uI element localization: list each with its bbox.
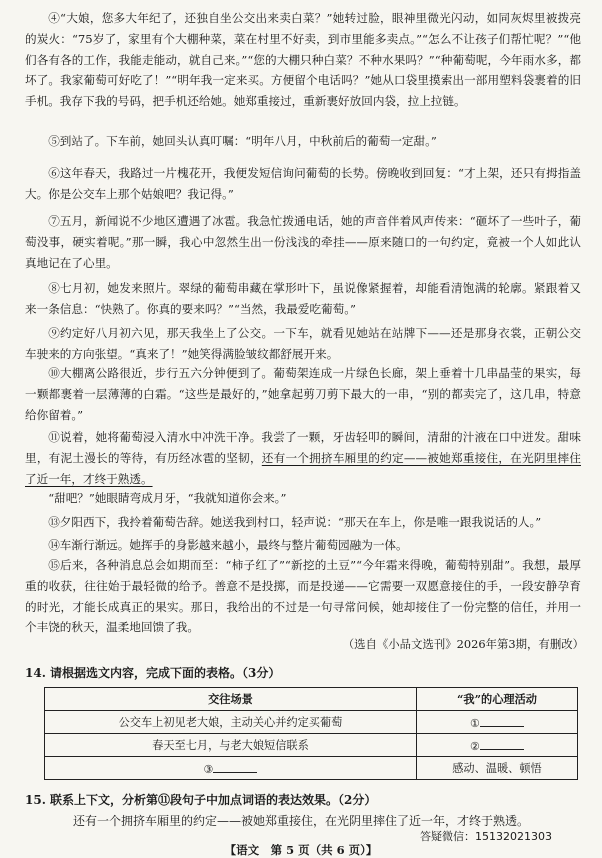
blank-line <box>480 737 524 750</box>
blank-line <box>213 760 257 773</box>
paragraph-10: ⑩大棚离公路很近，步行五六分钟便到了。葡萄架连成一片绿色长廊，架上垂着十几串晶莹的果实，每一颗都裹着一层薄薄的白霜。“这些是最好的，”她拿起剪刀剪下最大的一串，“别的都卖完了，这几串，特意给你留着。” <box>25 366 581 422</box>
paragraph-11 <box>25 427 581 489</box>
table-row <box>45 734 578 757</box>
answer-blank-3[interactable] <box>45 757 417 780</box>
table-row <box>45 711 578 734</box>
paragraph-12: “甜吧？”她眼睛弯成月牙，“我就知道你会来。” <box>48 491 287 505</box>
paragraph-4: ④“大娘，您多大年纪了，还独自坐公交出来卖白菜？”她转过脸，眼神里微光闪动，如同灰烬里被拨亮的炭火：“75岁了，家里有个大棚种菜，菜在村里不好卖，到市里能多卖点。”“怎么不让孩子们帮忙呢？”“他们各有各的工作，我能走能动，就自己来。”“您的大棚只种白菜？不种水果吗？”“种葡萄呢，今年雨水多，都坏了。我家葡萄可好吃了！”“明年我一定来买。方便留个电话吗？”她从口袋里摸索出一部用塑料袋裹着的旧手机。我存下我的号码，把手机还给她。她郑重接过，重新裹好放回内袋，拉上拉链。 <box>25 11 581 109</box>
question-15-sentence: 还有一个拥挤车厢里的约定——被她郑重接住，在光阴里摔住了近一年，才终于熟透。 <box>73 814 530 828</box>
underlined-sentence: 还有一个拥挤车厢里的约定——被她郑重接住，在光阴里摔住了近一年，才终于熟透。 <box>25 450 581 486</box>
table-cell: 公交车上初见老大娘，主动关心并约定买葡萄 <box>45 711 417 734</box>
question-14-table <box>44 687 578 780</box>
table-header-row <box>45 688 578 711</box>
table-header: 交往场景 <box>45 688 417 711</box>
answer-blank-1[interactable] <box>416 711 577 734</box>
page-footer: 【语文 第 5 页（共 6 页）】 <box>224 843 378 857</box>
table-row <box>45 757 578 780</box>
paragraph-5: ⑤到站了。下车前，她回头认真叮嘱：“明年八月，中秋前后的葡萄一定甜。” <box>48 134 437 148</box>
contact-info: 答疑微信：15132021303 <box>420 830 552 843</box>
question-14-prompt: 14. 请根据选文内容，完成下面的表格。（3分） <box>25 666 281 680</box>
blank-label: ③ <box>203 763 214 776</box>
table-header: “我”的心理活动 <box>416 688 577 711</box>
paragraph-11-text: ⑪说着，她将葡萄浸入清水中冲洗干净。我尝了一颗，牙齿轻叩的瞬间，清甜的汁液在口中迸发。甜味里，有泥土漫长的等待，有历经冰雹的坚韧， <box>25 430 581 465</box>
paragraph-7: ⑦五月，新闻说不少地区遭遇了冰雹。我急忙拨通电话，她的声音伴着风声传来：“砸坏了一些叶子，葡萄没事，硬实着呢。”那一瞬，我心中忽然生出一份浅浅的牵挂——原来随口的一句约定，竟被一个人如此认真地记在了心里。 <box>25 214 581 270</box>
paragraph-8: ⑧七月初，她发来照片。翠绿的葡萄串藏在掌形叶下，虽说像紧握着，却能看清饱满的轮廓。紧跟着又来一条信息：“快熟了。你真的要来吗？”“当然，我最爱吃葡萄。” <box>25 281 581 316</box>
blank-line <box>480 714 524 727</box>
paragraph-13: ⑬夕阳西下，我拎着葡萄告辞。她送我到村口，轻声说：“那天在车上，你是唯一跟我说话的人。” <box>48 515 542 529</box>
answer-blank-2[interactable] <box>416 734 577 757</box>
paragraph-9: ⑨约定好八月初六见，那天我坐上了公交。一下车，就看见她站在站牌下——还是那身衣裳，正朝公交车驶来的方向张望。“真来了！”她笑得满脸皱纹都舒展开来。 <box>25 326 581 361</box>
question-15-prompt: 15. 联系上下文，分析第⑪段句子中加点词语的表达效果。（2分） <box>25 793 377 807</box>
paragraph-14: ⑭车渐行渐远。她挥手的身影越来越小，最终与整片葡萄园融为一体。 <box>48 538 408 552</box>
blank-label: ① <box>469 717 480 730</box>
table-cell: 感动、温暖、顿悟 <box>416 757 577 780</box>
paragraph-15: ⑮后来，各种消息总会如期而至：“柿子红了”“新挖的土豆”“今年霜来得晚，葡萄特别甜”。我想，最厚重的收获，往往始于最轻微的给予。善意不是投掷，而是投递——它需要一双愿意接住的手，一段安静孕育的时光，才能长成真正的果实。那日，我给出的不过是一句寻常问候，她却接住了一份完整的信任，并用一个丰饶的秋天，温柔地回馈了我。 <box>25 558 581 635</box>
paragraph-6: ⑥这年春天，我路过一片槐花开，我便发短信询问葡萄的长势。傍晚收到回复：“才上架，还只有拇指盖大。你是公交车上那个姑娘吧？我记得。” <box>25 166 581 201</box>
source-citation: （选自《小品文选刊》2026年第3期，有删改） <box>342 637 584 651</box>
table-cell: 春天至七月，与老大娘短信联系 <box>45 734 417 757</box>
blank-label: ② <box>469 740 480 753</box>
